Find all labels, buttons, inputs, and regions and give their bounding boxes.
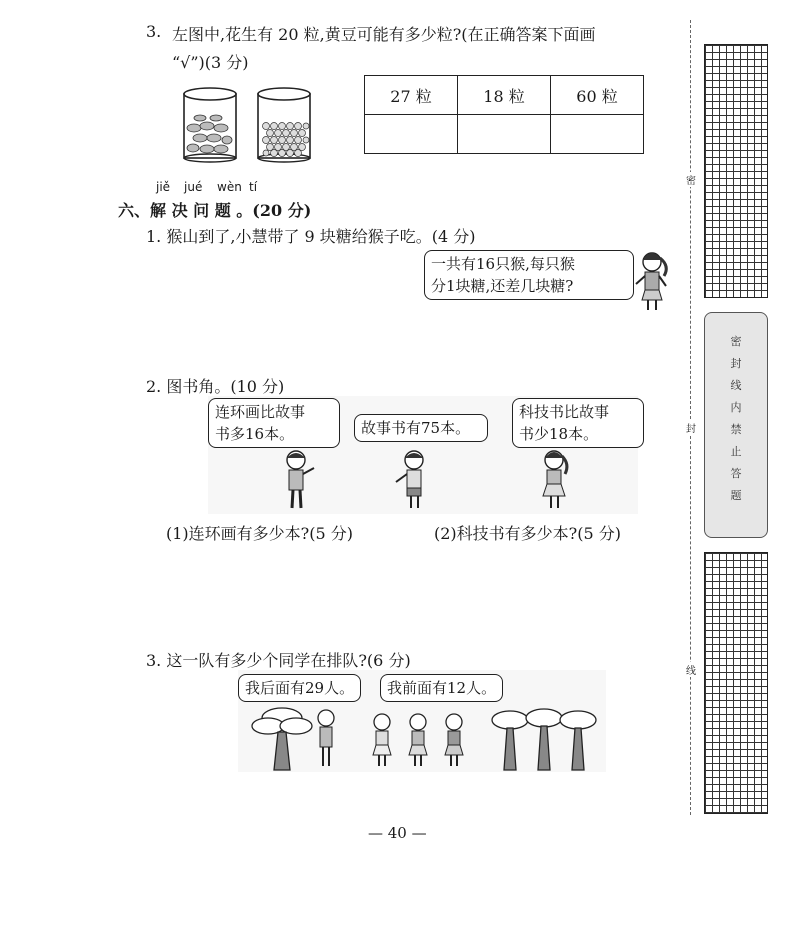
answer-options-table bbox=[364, 75, 644, 154]
speech-bubble-science bbox=[512, 398, 644, 448]
notice-char: 内 bbox=[730, 401, 742, 414]
speech-bubble-behind bbox=[238, 674, 361, 702]
seal-mark-bottom: 线 bbox=[686, 662, 696, 677]
jars-illustration bbox=[180, 86, 320, 164]
subquestion-1: (1)连环画有多少本?(5 分) bbox=[166, 524, 353, 543]
q3-text-line2: “√”)(3 分) bbox=[172, 53, 249, 72]
problem1-text: 1. 猴山到了,小慧带了 9 块糖给猴子吃。(4 分) bbox=[146, 227, 476, 246]
notice-char: 答 bbox=[730, 467, 742, 480]
notice-char: 密 bbox=[730, 335, 742, 348]
seal-mark-mid: 封 bbox=[686, 420, 696, 435]
notice-text bbox=[705, 331, 767, 507]
problem3-text: 3. 这一队有多少个同学在排队?(6 分) bbox=[146, 651, 411, 670]
speech-bubble-stories bbox=[354, 414, 488, 442]
answer-cell[interactable] bbox=[551, 115, 644, 154]
scratch-grid-bottom bbox=[704, 552, 768, 814]
speech-bubble-monkeys bbox=[424, 250, 634, 300]
answer-cell[interactable] bbox=[365, 115, 458, 154]
bubble-line: 分1块糖,还差几块糖? bbox=[431, 277, 574, 295]
notice-char: 止 bbox=[730, 445, 742, 458]
tree-icon bbox=[492, 709, 596, 770]
child-figure bbox=[445, 714, 463, 766]
seal-mark-top: 密 bbox=[686, 172, 696, 187]
peanut-jar bbox=[184, 88, 236, 162]
no-answer-notice-box bbox=[704, 312, 768, 538]
option-label: 18 粒 bbox=[458, 76, 551, 115]
q3-number: 3. bbox=[146, 22, 162, 41]
answer-cell[interactable] bbox=[458, 115, 551, 154]
binding-line bbox=[690, 20, 692, 815]
speech-bubble-comics bbox=[208, 398, 340, 448]
pinyin-syllable: jué bbox=[184, 180, 203, 194]
q3-text-line1: 左图中,花生有 20 粒,黄豆可能有多少粒?(在正确答案下面画 bbox=[172, 25, 596, 44]
page-number: — 40 — bbox=[368, 824, 427, 842]
bubble-line: 我前面有12人。 bbox=[387, 679, 497, 697]
option-label: 60 粒 bbox=[551, 76, 644, 115]
bubble-line: 书少18本。 bbox=[519, 425, 599, 443]
queue-illustration bbox=[238, 704, 606, 772]
bubble-line: 书多16本。 bbox=[215, 425, 295, 443]
children-figures bbox=[274, 448, 654, 512]
bubble-line: 一共有16只猴,每只猴 bbox=[431, 255, 575, 273]
notice-char: 封 bbox=[730, 357, 742, 370]
notice-char: 禁 bbox=[730, 423, 742, 436]
scratch-grid-top bbox=[704, 44, 768, 298]
option-label: 27 粒 bbox=[365, 76, 458, 115]
girl-figure bbox=[543, 451, 567, 508]
boy-figure bbox=[287, 451, 314, 508]
section-title: 六、解 决 问 题 。(20 分) bbox=[118, 201, 312, 220]
bubble-line: 科技书比故事 bbox=[519, 403, 610, 421]
child-figure bbox=[373, 714, 391, 766]
soybean-jar bbox=[258, 88, 310, 162]
notice-char: 线 bbox=[730, 379, 742, 392]
speech-bubble-front bbox=[380, 674, 503, 702]
bubble-line: 我后面有29人。 bbox=[245, 679, 355, 697]
tree-icon bbox=[252, 708, 312, 770]
bubble-line: 故事书有75本。 bbox=[361, 419, 471, 437]
subquestion-2: (2)科技书有多少本?(5 分) bbox=[434, 524, 621, 543]
section-pinyin bbox=[156, 180, 269, 194]
boy-figure bbox=[396, 451, 423, 508]
girl-figure bbox=[628, 248, 678, 314]
bubble-line: 连环画比故事 bbox=[215, 403, 306, 421]
pinyin-syllable: jiě bbox=[156, 180, 171, 194]
pinyin-syllable: wèn bbox=[217, 180, 242, 194]
child-figure bbox=[409, 714, 427, 766]
pinyin-syllable: tí bbox=[249, 180, 258, 194]
problem2-text: 2. 图书角。(10 分) bbox=[146, 377, 285, 396]
notice-char: 题 bbox=[730, 489, 742, 502]
child-figure bbox=[318, 710, 334, 766]
